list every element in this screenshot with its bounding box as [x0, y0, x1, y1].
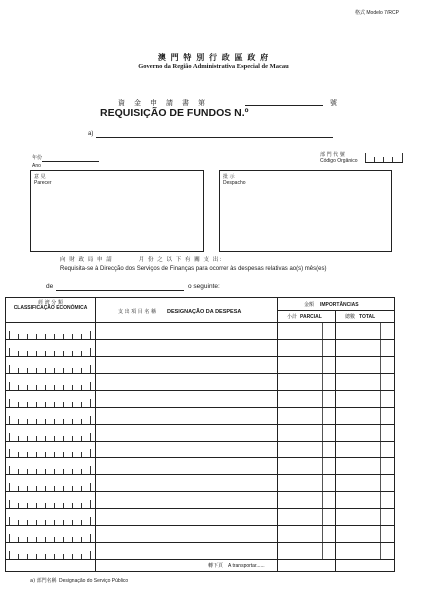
digit-tick	[36, 554, 37, 559]
table-header-divider	[277, 310, 395, 311]
year-line[interactable]	[42, 161, 99, 162]
digit-tick	[90, 382, 91, 390]
request-chinese-title: 資 金 申 請 書 第	[118, 99, 206, 107]
parecer-label: Parecer	[34, 180, 52, 186]
digit-tick	[9, 433, 10, 441]
digit-tick	[81, 554, 82, 559]
col-desc-header: DESIGNAÇÃO DA DESPESA	[167, 309, 242, 315]
digit-tick	[90, 365, 91, 373]
digit-tick	[90, 399, 91, 407]
digit-tick	[90, 416, 91, 424]
digit-tick	[18, 554, 19, 559]
digit-tick	[72, 554, 73, 559]
digit-tick	[63, 554, 64, 559]
digit-tick	[9, 483, 10, 491]
digit-tick	[9, 449, 10, 457]
digit-tick	[9, 365, 10, 373]
col-amounts-header: IMPORTÂNCIAS	[320, 302, 359, 308]
col-partial-header: PARCIAL	[300, 314, 322, 320]
request-title: REQUISIÇÃO DE FUNDOS N.º	[100, 107, 249, 119]
period-from-label: de	[46, 283, 54, 290]
digit-tick	[90, 483, 91, 491]
col-amounts-chinese: 金額	[304, 302, 315, 308]
digit-tick	[54, 554, 55, 559]
digit-tick	[9, 551, 10, 559]
request-text: Requisita-se à Direcção dos Serviços de Finanças para ocorrer às despesas relativas ao(s) mês(es)	[60, 266, 327, 272]
col-total-chinese: 總數	[345, 314, 356, 320]
digit-tick	[9, 331, 10, 339]
form-code: 格式 Modelo 7/RCP	[355, 10, 399, 16]
digit-tick	[90, 534, 91, 542]
entity-name-line[interactable]	[96, 137, 333, 138]
request-chinese-suffix: 號	[330, 99, 337, 107]
footnote-text: Designação do Serviço Público	[59, 578, 129, 584]
period-suffix: o seguinte:	[188, 283, 220, 290]
entity-prefix: a)	[88, 131, 94, 137]
digit-tick	[9, 348, 10, 356]
col-econ-header: CLASSIFICAÇÃO ECONÓMICA	[13, 305, 88, 311]
col-total-header: TOTAL	[359, 314, 376, 320]
digit-tick	[90, 500, 91, 508]
digit-tick	[9, 500, 10, 508]
col-desc-chinese: 支 出 項 目 名 稱	[118, 309, 156, 315]
digit-tick	[90, 517, 91, 525]
despacho-label: Despacho	[223, 180, 246, 186]
parecer-label-chinese: 意 見	[34, 174, 46, 180]
request-text-chinese: 向 財 政 局 申 請 月 份 之 以 下 有 關 支 出：	[60, 257, 226, 263]
organic-code-label: Código Orgânico	[320, 158, 358, 164]
digit-tick	[9, 517, 10, 525]
digit-tick	[45, 554, 46, 559]
digit-tick	[9, 534, 10, 542]
digit-tick	[9, 399, 10, 407]
footnote-chinese: a) 部門名稱	[30, 578, 57, 584]
government-chinese-title: 澳 門 特 別 行 政 區 政 府	[157, 53, 270, 62]
digit-tick	[9, 416, 10, 424]
organic-code-label-chinese: 部 門 代 號	[320, 152, 345, 158]
transport-label: A transportar......	[228, 563, 265, 569]
digit-tick	[27, 554, 28, 559]
digit-tick	[9, 466, 10, 474]
parecer-box[interactable]	[30, 170, 204, 252]
government-name: Governo da Região Administrativa Especial de Macau	[138, 63, 289, 70]
col-econ-chinese: 經 濟 分 類	[38, 300, 63, 306]
organic-code-boxes[interactable]	[365, 151, 403, 163]
digit-tick	[90, 449, 91, 457]
period-line[interactable]	[56, 290, 184, 291]
col-partial-chinese: 小計	[287, 314, 298, 320]
year-label: Ano	[32, 163, 41, 169]
digit-tick	[9, 382, 10, 390]
digit-tick	[90, 551, 91, 559]
digit-tick	[90, 348, 91, 356]
digit-tick	[90, 433, 91, 441]
year-label-chinese: 年份	[32, 155, 43, 161]
digit-tick	[90, 331, 91, 339]
digit-tick	[90, 466, 91, 474]
table-body-bottom	[5, 559, 395, 560]
despacho-label-chinese: 批 示	[223, 174, 235, 180]
despacho-box[interactable]	[219, 170, 392, 252]
transport-label-chinese: 轉下頁	[208, 563, 224, 569]
request-number-line[interactable]	[245, 105, 323, 106]
